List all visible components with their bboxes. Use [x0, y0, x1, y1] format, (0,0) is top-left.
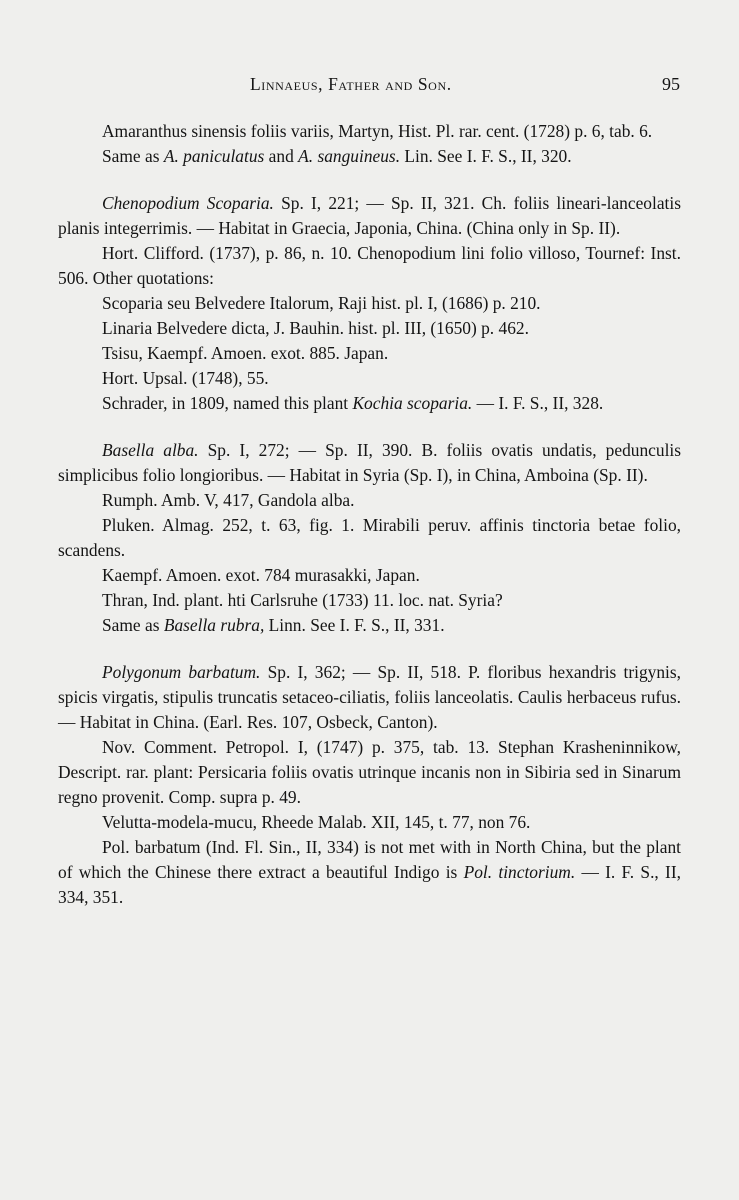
species-name: A. paniculatus — [163, 146, 265, 166]
species-name: Kochia scoparia. — [352, 393, 473, 413]
basella-note: Same as Basella rubra, Linn. See I. F. S., II, 331. — [102, 615, 445, 635]
quotation: Kaempf. Amoen. exot. 784 murasakki, Japan. — [102, 565, 420, 585]
polygonum-note: Pol. barbatum (Ind. Fl. Sin., II, 334) is not met with in North China, but the plant of which the Chinese there extract a beautiful Indigo is Pol. tinctorium. — I. F. S., II, 334, 351. — [58, 837, 681, 907]
quotation: Rumph. Amb. V, 417, Gandola alba. — [102, 490, 355, 510]
chenopodium-note: Schrader, in 1809, named this plant Kochia scoparia. — I. F. S., II, 328. — [102, 393, 604, 413]
running-title: Linnaeus, Father and Son. — [250, 74, 452, 94]
chenopodium-entry: Chenopodium Scoparia. Sp. I, 221; — Sp. II, 321. Ch. foliis lineari-lanceolatis planis integerrimis. — Habitat in Graecia, Japonia, China. (China only in Sp. II). — [58, 193, 681, 238]
polygonum-ref: Velutta-modela-mucu, Rheede Malab. XII, 145, t. 77, non 76. — [102, 812, 531, 832]
quotation: Scoparia seu Belvedere Italorum, Raji hist. pl. I, (1686) p. 210. — [102, 293, 541, 313]
species-name: Pol. tinctorium. — [463, 862, 576, 882]
quotation: Tsisu, Kaempf. Amoen. exot. 885. Japan. — [102, 343, 389, 363]
species-heading: Basella alba. — [102, 440, 199, 460]
quotation: Hort. Upsal. (1748), 55. — [102, 368, 269, 388]
amaranthus-ref: Amaranthus sinensis foliis variis, Martyn, Hist. Pl. rar. cent. (1728) p. 6, tab. 6. — [102, 121, 653, 141]
page-body — [58, 119, 681, 910]
amaranthus-note: Same as A. paniculatus and A. sanguineus. Lin. See I. F. S., II, 320. — [102, 146, 572, 166]
quotation: Linaria Belvedere dicta, J. Bauhin. hist. pl. III, (1650) p. 462. — [102, 318, 529, 338]
species-heading: Polygonum barbatum. — [102, 662, 261, 682]
page-header — [100, 72, 680, 100]
quotation: Pluken. Almag. 252, t. 63, fig. 1. Mirabili peruv. affinis tinctoria betae folio, scandens. — [58, 515, 681, 560]
chenopodium-ref: Hort. Clifford. (1737), p. 86, n. 10. Chenopodium lini folio villoso, Tournef: Inst. 506. Other quotations: — [58, 243, 681, 288]
page-number: 95 — [662, 74, 680, 94]
polygonum-ref: Nov. Comment. Petropol. I, (1747) p. 375, tab. 13. Stephan Krasheninnikow, Descript. rar. plant: Persicaria foliis ovatis utrinque incanis non in Sibiria sed in Sinarum regno provenit. Comp. supra p. 49. — [58, 737, 681, 807]
species-name: A. sanguineus. — [298, 146, 401, 166]
basella-entry: Basella alba. Sp. I, 272; — Sp. II, 390. B. foliis ovatis undatis, pedunculis simplicibus folio longioribus. — Habitat in Syria (Sp. I), in China, Amboina (Sp. II). — [58, 440, 682, 485]
quotation: Thran, Ind. plant. hti Carlsruhe (1733) 11. loc. nat. Syria? — [102, 590, 503, 610]
species-name: Basella rubra, — [163, 615, 265, 635]
species-heading: Chenopodium Scoparia. — [102, 193, 274, 213]
polygonum-entry: Polygonum barbatum. Sp. I, 362; — Sp. II, 518. P. floribus hexandris trigynis, spicis virgatis, stipulis truncatis setaceo-ciliatis, foliis lanceolatis. Caulis herbaceus rufus. — Habitat in China. (Earl. Res. 107, Osbeck, Canton). — [58, 662, 681, 732]
